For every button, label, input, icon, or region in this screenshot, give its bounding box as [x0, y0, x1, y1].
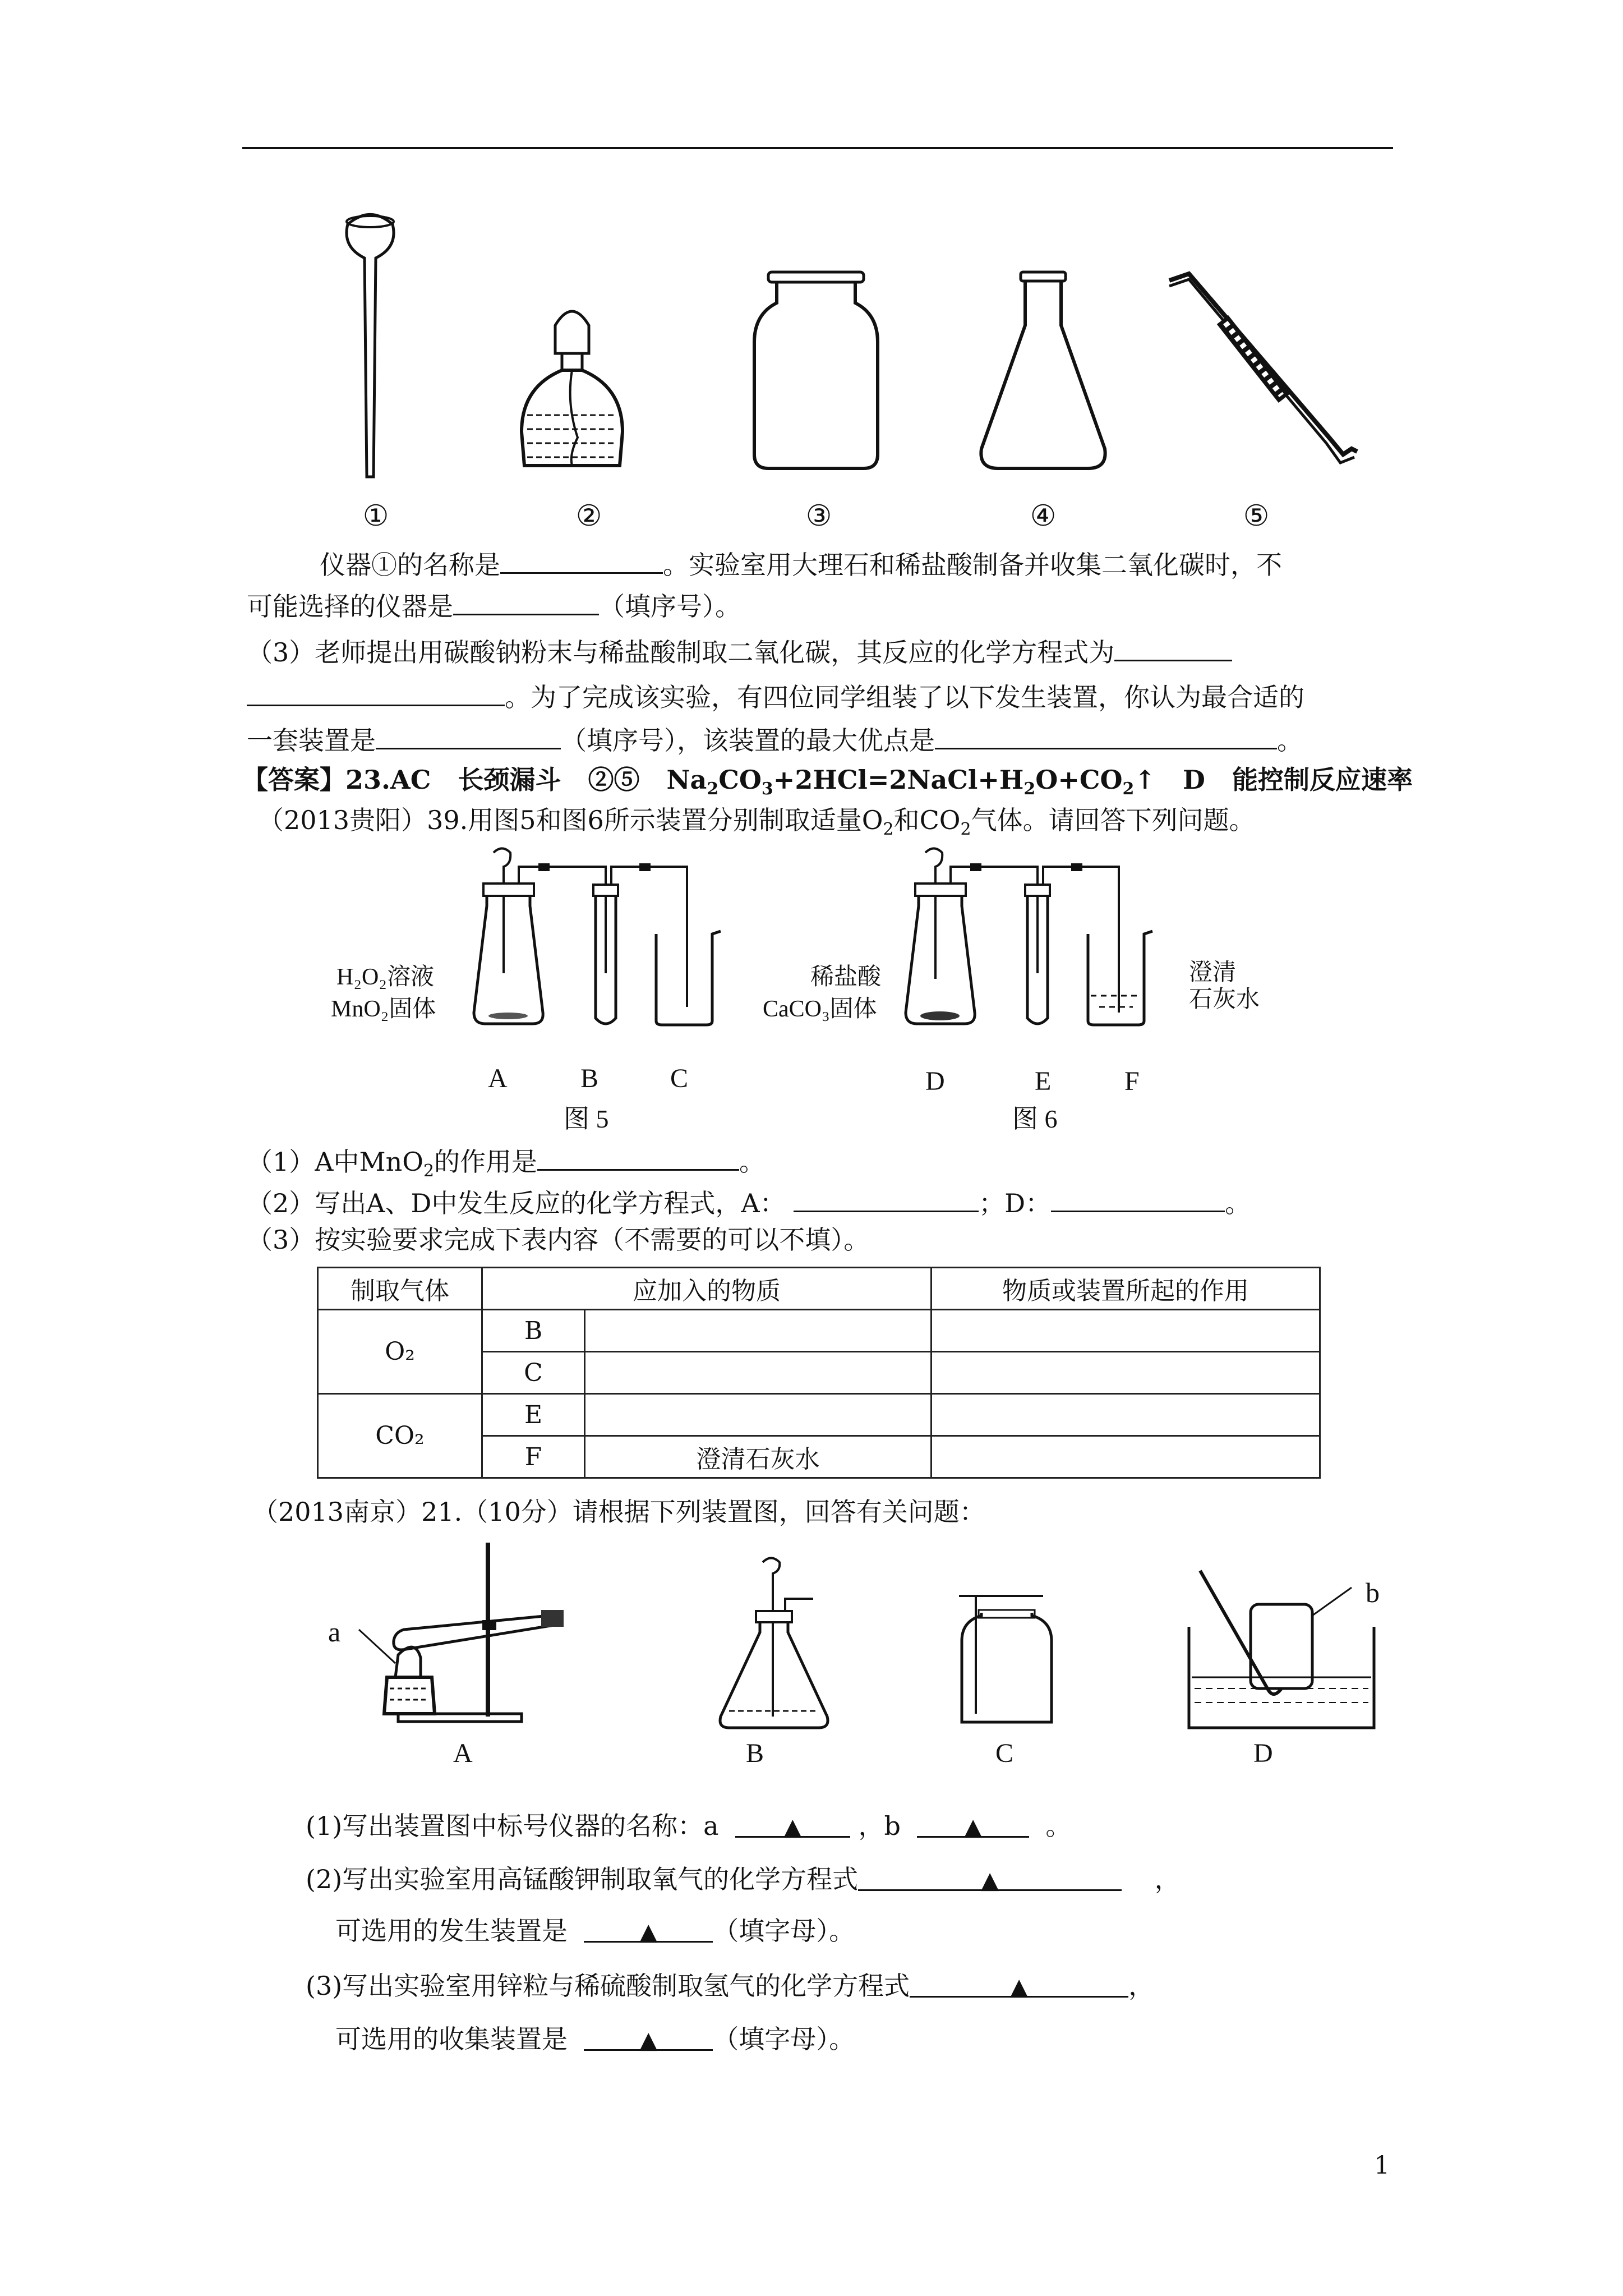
table-device: E — [482, 1394, 585, 1436]
nanjing-letter-b: B — [746, 1738, 764, 1768]
instrument-label-1: ① — [362, 499, 389, 533]
label-a: a — [328, 1616, 341, 1648]
fig6-caption: 图 6 — [1012, 1105, 1058, 1133]
page-number: 1 — [1374, 2151, 1390, 2180]
answer-blank[interactable]: ▲ — [735, 1809, 850, 1838]
label-b: b — [1366, 1577, 1380, 1608]
nanjing-letter-c: C — [995, 1738, 1014, 1768]
answer-blank[interactable] — [453, 587, 599, 615]
table-header: 应加入的物质 — [482, 1268, 932, 1310]
fig5-letter-c: C — [670, 1064, 689, 1093]
answer-blank[interactable]: ▲ — [917, 1809, 1029, 1838]
long-neck-funnel-icon — [336, 208, 404, 488]
gas-jar-icon — [751, 269, 880, 471]
guiyang-q3: （3）按实验要求完成下表内容（不需要的可以不填）。 — [247, 1225, 870, 1255]
answer-blank[interactable] — [1114, 633, 1232, 661]
answer-blank[interactable] — [935, 721, 1277, 749]
nanjing-apparatus-b — [712, 1554, 858, 1733]
instrument-label-5: ⑤ — [1243, 499, 1270, 533]
nanjing-q2-device: 可选用的发生装置是 ▲ （填字母）。 — [335, 1914, 1491, 1948]
table-role-cell[interactable] — [932, 1436, 1320, 1478]
q3-line-3: 一套装置是 （填序号），该装置的最大优点是 。 — [247, 721, 1402, 757]
table-role-cell[interactable] — [932, 1352, 1320, 1394]
instrument-label-3: ③ — [805, 499, 832, 533]
nanjing-apparatus-d — [1183, 1565, 1385, 1733]
label-h2o2: H₂O₂溶液 — [336, 964, 434, 990]
q2-line-1: 仪器①的名称是 。实验室用大理石和稀盐酸制备并收集二氧化碳时，不 — [320, 545, 1475, 582]
table-substance-cell[interactable] — [585, 1352, 932, 1394]
instrument-label-4: ④ — [1030, 499, 1057, 533]
table-gas-co2: CO₂ — [318, 1394, 482, 1478]
table-header: 物质或装置所起的作用 — [932, 1268, 1320, 1310]
q3-line-1: （3）老师提出用碳酸钠粉末与稀盐酸制取二氧化碳，其反应的化学方程式为 — [247, 633, 1402, 669]
nanjing-q1: (1)写出装置图中标号仪器的名称：a ▲ ，b ▲ 。 — [306, 1809, 1461, 1843]
table-substance-cell[interactable] — [585, 1310, 932, 1352]
header-rule — [242, 147, 1393, 149]
experiment-table — [317, 1267, 1321, 1479]
fig5-letter-a: A — [488, 1064, 508, 1093]
q2-line-2: 可能选择的仪器是 （填序号）。 — [247, 587, 1402, 623]
alcohol-lamp-icon — [516, 303, 628, 471]
figure-5-apparatus — [471, 844, 740, 1029]
fig6-letter-d: D — [925, 1066, 945, 1096]
q3-line-2: 。为了完成该实验，有四位同学组装了以下发生装置，你认为最合适的 — [247, 678, 1402, 714]
instrument-label-2: ② — [575, 499, 602, 533]
answer-blank[interactable] — [537, 1142, 739, 1171]
table-device: C — [482, 1352, 585, 1394]
answer-blank[interactable]: ▲ — [584, 1914, 713, 1943]
label-caco3: CaCO₃固体 — [763, 996, 877, 1022]
fig5-caption: 图 5 — [564, 1105, 609, 1133]
answer-blank[interactable] — [500, 545, 663, 574]
answer-blank[interactable]: ▲ — [910, 1969, 1128, 1998]
nanjing-apparatus-a — [348, 1537, 594, 1728]
fig6-letter-f: F — [1124, 1066, 1140, 1096]
nanjing-letter-d: D — [1253, 1738, 1273, 1768]
figure-6-apparatus — [897, 844, 1166, 1029]
guiyang-intro: （2013贵阳）39.用图5和图6所示装置分别制取适量$O_2$和$CO_2$气体。请回答下列问题。 — [258, 805, 1255, 840]
answer-blank[interactable]: ▲ — [584, 2022, 713, 2051]
drying-tube-icon — [1166, 269, 1357, 471]
table-substance-cell[interactable] — [585, 1394, 932, 1436]
table-substance-cell[interactable]: 澄清石灰水 — [585, 1436, 932, 1478]
nanjing-intro: （2013南京）21.（10分）请根据下列装置图，回答有关问题： — [252, 1497, 985, 1527]
nanjing-letter-a: A — [453, 1738, 473, 1768]
nanjing-q3: (3)写出实验室用锌粒与稀硫酸制取氢气的化学方程式 ▲ ， — [306, 1969, 1461, 2003]
answer-blank[interactable] — [1051, 1184, 1225, 1212]
table-device: F — [482, 1436, 585, 1478]
table-gas-o2: O₂ — [318, 1310, 482, 1394]
label-lime-1: 澄清 — [1189, 960, 1237, 986]
label-lime-2: 石灰水 — [1189, 987, 1260, 1013]
answer-blank[interactable] — [376, 721, 561, 749]
table-role-cell[interactable] — [932, 1310, 1320, 1352]
label-mno2: MnO₂固体 — [331, 996, 436, 1022]
answer-blank[interactable]: ▲ — [858, 1862, 1122, 1891]
table-header: 制取气体 — [318, 1268, 482, 1310]
answer-line: 【答案】23.AC 长颈漏斗 ②⑤ $Na_2CO_3+2HCl=2NaCl+H_2O+CO_2↑$ D 能控制反应速率 — [242, 765, 1413, 799]
nanjing-q2: (2)写出实验室用高锰酸钾制取氧气的化学方程式 ▲ ， — [306, 1862, 1461, 1896]
table-role-cell[interactable] — [932, 1394, 1320, 1436]
nanjing-q3-device: 可选用的收集装置是 ▲ （填字母）。 — [335, 2022, 1491, 2056]
guiyang-q2: （2）写出A、D中发生反应的化学方程式，A： ；D： 。 — [247, 1184, 1402, 1220]
label-acid: 稀盐酸 — [810, 964, 882, 990]
table-device: B — [482, 1310, 585, 1352]
fig6-letter-e: E — [1035, 1066, 1052, 1096]
conical-flask-icon — [976, 269, 1110, 471]
answer-blank[interactable] — [794, 1184, 979, 1212]
answer-blank[interactable] — [247, 678, 505, 706]
nanjing-apparatus-c — [953, 1590, 1066, 1731]
fig5-letter-b: B — [580, 1064, 599, 1093]
guiyang-q1: （1）A中MnO$_2$的作用是 。 — [247, 1142, 1402, 1188]
